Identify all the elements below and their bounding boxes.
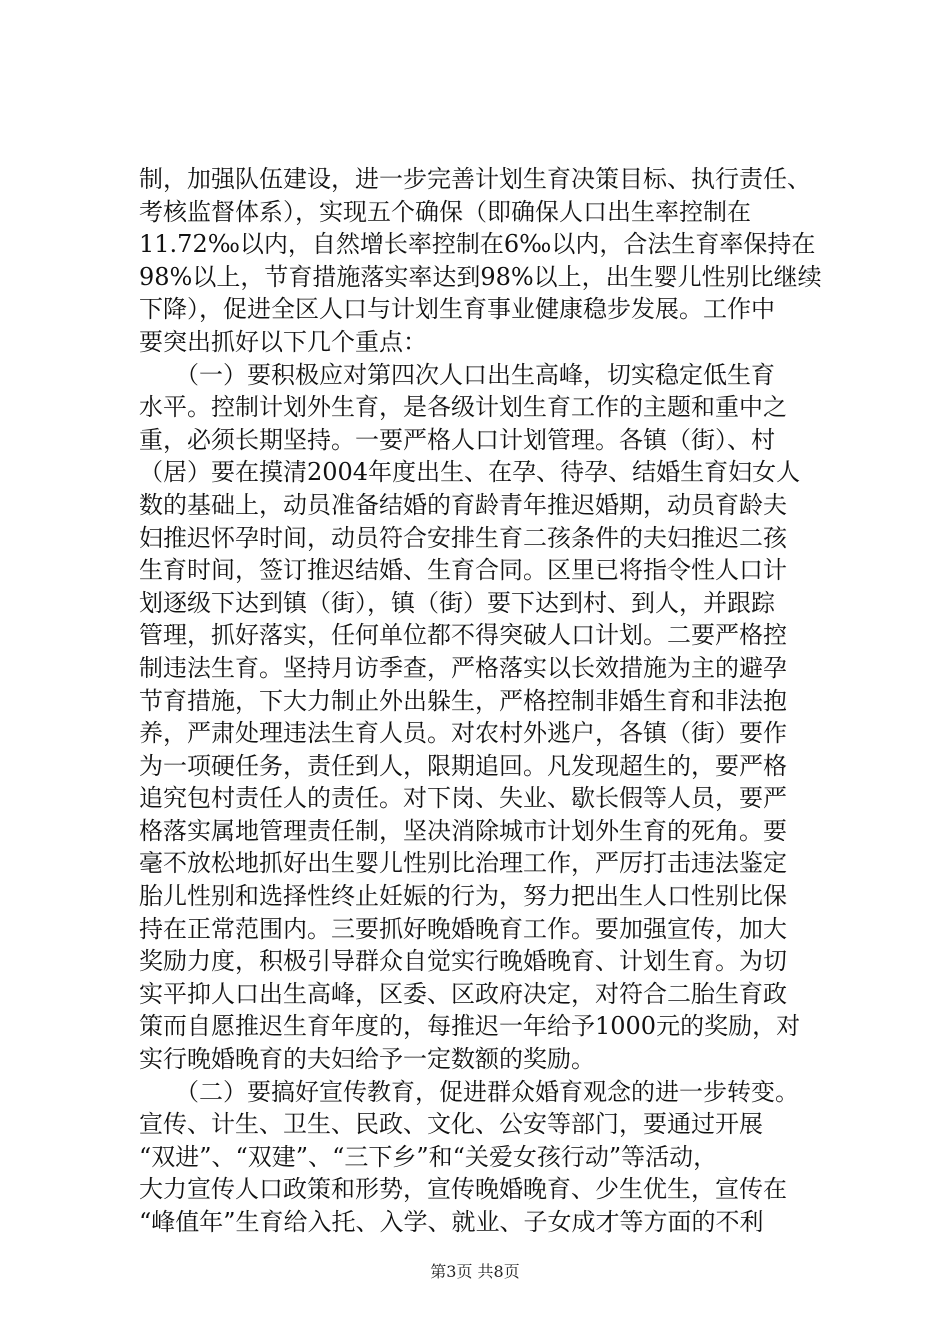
text-line: 生育时间，签订推迟结婚、生育合同。区里已将指令性人口计 xyxy=(139,556,787,585)
text-line: （居）要在摸清2004年度出生、在孕、待孕、结婚生育妇女人 xyxy=(139,458,801,487)
text-line: 98%以上，节育措施落实率达到98%以上，出生婴儿性别比继续 xyxy=(139,262,822,291)
text-line: 划逐级下达到镇（街），镇（街）要下达到村、到人，并跟踪 xyxy=(139,588,775,617)
text-line: 要突出抓好以下几个重点： xyxy=(139,327,427,356)
text-line: 管理，抓好落实，任何单位都不得突破人口计划。二要严格控 xyxy=(139,621,787,650)
text-line: 毫不放松地抓好出生婴儿性别比治理工作，严厉打击违法鉴定 xyxy=(139,849,787,878)
text-line: 重，必须长期坚持。一要严格人口计划管理。各镇（街）、村 xyxy=(139,425,775,454)
text-line: 宣传、计生、卫生、民政、文化、公安等部门，要通过开展 xyxy=(139,1110,763,1139)
text-line: 追究包村责任人的责任。对下岗、失业、歇长假等人员，要严 xyxy=(139,784,787,813)
text-line: 格落实属地管理责任制，坚决消除城市计划外生育的死角。要 xyxy=(139,816,787,845)
text-line: 下降），促进全区人口与计划生育事业健康稳步发展。工作中 xyxy=(139,295,775,324)
text-line: 养，严肃处理违法生育人员。对农村外逃户，各镇（街）要作 xyxy=(139,719,787,748)
text-line: 胎儿性别和选择性终止妊娠的行为，努力把出生人口性别比保 xyxy=(139,882,787,911)
text-line: 制违法生育。坚持月访季查，严格落实以长效措施为主的避孕 xyxy=(139,653,787,682)
text-line: 制，加强队伍建设，进一步完善计划生育决策目标、执行责任、 xyxy=(139,165,811,193)
text-line: （二）要搞好宣传教育，促进群众婚育观念的进一步转变。 xyxy=(139,1077,799,1106)
text-line: 11.72‰以内，自然增长率控制在6‰以内，合法生育率保持在 xyxy=(139,230,816,259)
text-line: 大力宣传人口政策和形势，宣传晚婚晚育、少生优生，宣传在 xyxy=(139,1175,787,1204)
text-line: “峰值年”生育给入托、入学、就业、子女成才等方面的不利 xyxy=(139,1208,764,1236)
text-line: 实行晚婚晚育的夫妇给予一定数额的奖励。 xyxy=(139,1045,595,1074)
text-line: 考核监督体系），实现五个确保（即确保人口出生率控制在 xyxy=(139,197,751,226)
text-line: 妇推迟怀孕时间，动员符合安排生育二孩条件的夫妇推迟二孩 xyxy=(139,523,787,552)
text-line: 持在正常范围内。三要抓好晚婚晚育工作。要加强宣传，加大 xyxy=(139,914,787,943)
text-line: 奖励力度，积极引导群众自觉实行晚婚晚育、计划生育。为切 xyxy=(139,947,787,976)
body-text xyxy=(139,163,839,1239)
text-line: （一）要积极应对第四次人口出生高峰，切实稳定低生育 xyxy=(139,360,775,389)
text-line: 节育措施，下大力制止外出躲生，严格控制非婚生育和非法抱 xyxy=(139,686,787,715)
text-line: 数的基础上，动员准备结婚的育龄青年推迟婚期，动员育龄夫 xyxy=(139,490,787,519)
text-line: 为一项硬任务，责任到人，限期追回。凡发现超生的，要严格 xyxy=(139,751,787,780)
text-line: 实平抑人口出生高峰，区委、区政府决定，对符合二胎生育政 xyxy=(139,979,787,1008)
text-line: 水平。控制计划外生育，是各级计划生育工作的主题和重中之 xyxy=(139,393,787,422)
text-line: 策而自愿推迟生育年度的，每推迟一年给予1000元的奖励，对 xyxy=(139,1012,801,1041)
text-line: “双进”、“双建”、“三下乡”和“关爱女孩行动”等活动， xyxy=(139,1142,718,1171)
page-footer: 第3页 共8页 xyxy=(430,1262,520,1281)
